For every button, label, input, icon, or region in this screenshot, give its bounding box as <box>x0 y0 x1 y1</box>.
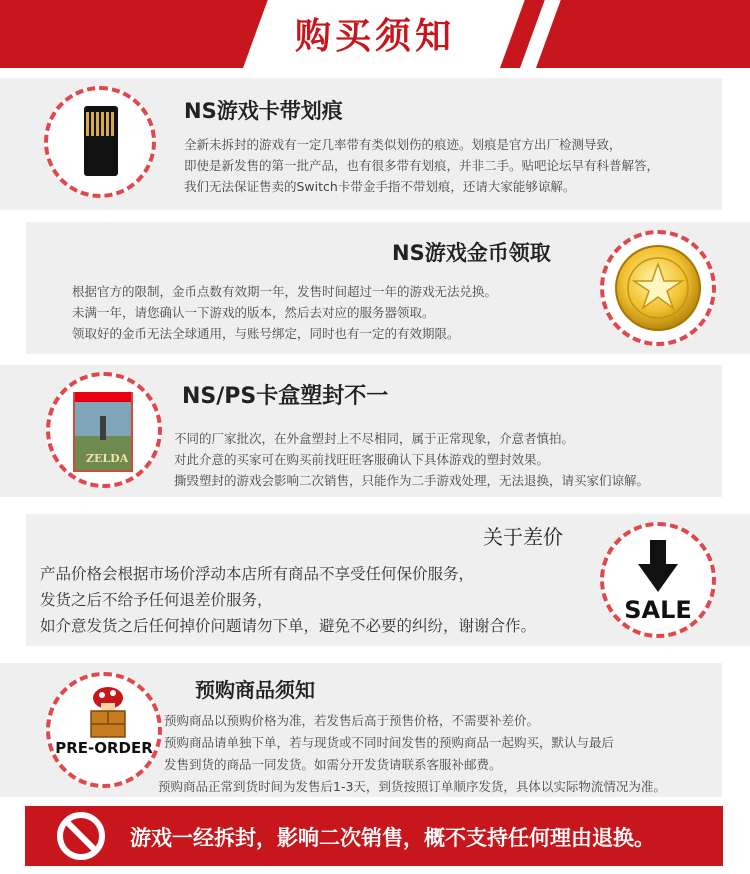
game-card-icon <box>48 90 152 194</box>
sale-icon-frame <box>600 522 716 638</box>
body-line: 不同的厂家批次，在外盒塑封上不尽相同，属于正常现象，介意者慎拍。 <box>174 431 575 446</box>
footer-banner <box>25 806 723 866</box>
body-line: 领取好的金币无法全球通用，与账号绑定，同时也有一定的有效期限。 <box>72 326 460 341</box>
game-box-icon <box>50 376 158 484</box>
coin-icon-frame <box>600 230 716 346</box>
body-line: 全新未拆封的游戏有一定几率带有类似划伤的痕迹。划痕是官方出厂检测导致， <box>184 137 622 152</box>
section-body-scratches <box>184 134 659 197</box>
body-line: 根据官方的限制，金币点数有效期一年，发售时间超过一年的游戏无法兑换。 <box>72 284 498 299</box>
body-line: 即使是新发售的第一批产品，也有很多带有划痕，并非二手。贴吧论坛早有科普解答， <box>184 158 660 173</box>
prohibited-icon <box>53 808 109 864</box>
body-line: 如介意发货之后任何掉价问题请勿下单，避免不必要的纠纷，谢谢合作。 <box>40 617 537 635</box>
body-line: 撕毁塑封的游戏会影响二次销售，只能作为二手游戏处理，无法退换，请买家们谅解。 <box>174 473 650 488</box>
body-line: 发货之后不给予任何退差价服务， <box>40 591 273 609</box>
section-body-preorder <box>158 710 666 798</box>
body-line: 预购商品以预购价格为准，若发售后高于预售价格，不需要补差价。 <box>164 713 540 728</box>
body-line: 未满一年，请您确认一下游戏的版本，然后去对应的服务器领取。 <box>72 305 435 320</box>
footer-notice: 游戏一经拆封，影响二次销售，概不支持任何理由退换。 <box>130 826 655 850</box>
preorder-badge: PRE-ORDER <box>55 739 153 757</box>
preorder-icon-frame <box>46 672 162 788</box>
section-title-scratches: NS游戏卡带划痕 <box>184 99 343 123</box>
section-body-shrinkwrap <box>174 428 649 491</box>
body-line: 对此介意的买家可在购买前找旺旺客服确认下具体游戏的塑封效果。 <box>174 452 550 467</box>
body-line: 预购商品正常到货时间为发售后1-3天，到货按照订单顺序发货，具体以实际物流情况为准。 <box>158 779 666 794</box>
section-body-price <box>40 561 536 639</box>
header-banner <box>0 0 750 68</box>
card-icon-frame <box>44 86 156 198</box>
sale-badge: SALE <box>624 596 692 624</box>
section-body-coins <box>72 281 497 344</box>
box-icon-frame <box>46 372 162 488</box>
mushroom-block-icon <box>50 676 158 784</box>
section-title-preorder: 预购商品须知 <box>195 678 315 702</box>
box-art-title: ZELDA <box>86 452 129 465</box>
section-title-price: 关于差价 <box>483 525 563 549</box>
section-title-shrinkwrap: NS/PS卡盒塑封不一 <box>182 384 389 409</box>
page-title: 购买须知 <box>294 16 455 57</box>
body-line: 产品价格会根据市场价浮动本店所有商品不享受任何保价服务， <box>40 565 475 583</box>
body-line: 我们无法保证售卖的Switch卡带金手指不带划痕，还请大家能够谅解。 <box>184 179 576 194</box>
section-title-coins: NS游戏金币领取 <box>392 241 551 265</box>
body-line: 预购商品请单独下单，若与现货或不同时间发售的预购商品一起购买，默认与最后 <box>164 735 615 750</box>
body-line: 发售到货的商品一同发货。如需分开发货请联系客服补邮费。 <box>164 757 502 772</box>
gold-coin-icon <box>604 234 712 342</box>
